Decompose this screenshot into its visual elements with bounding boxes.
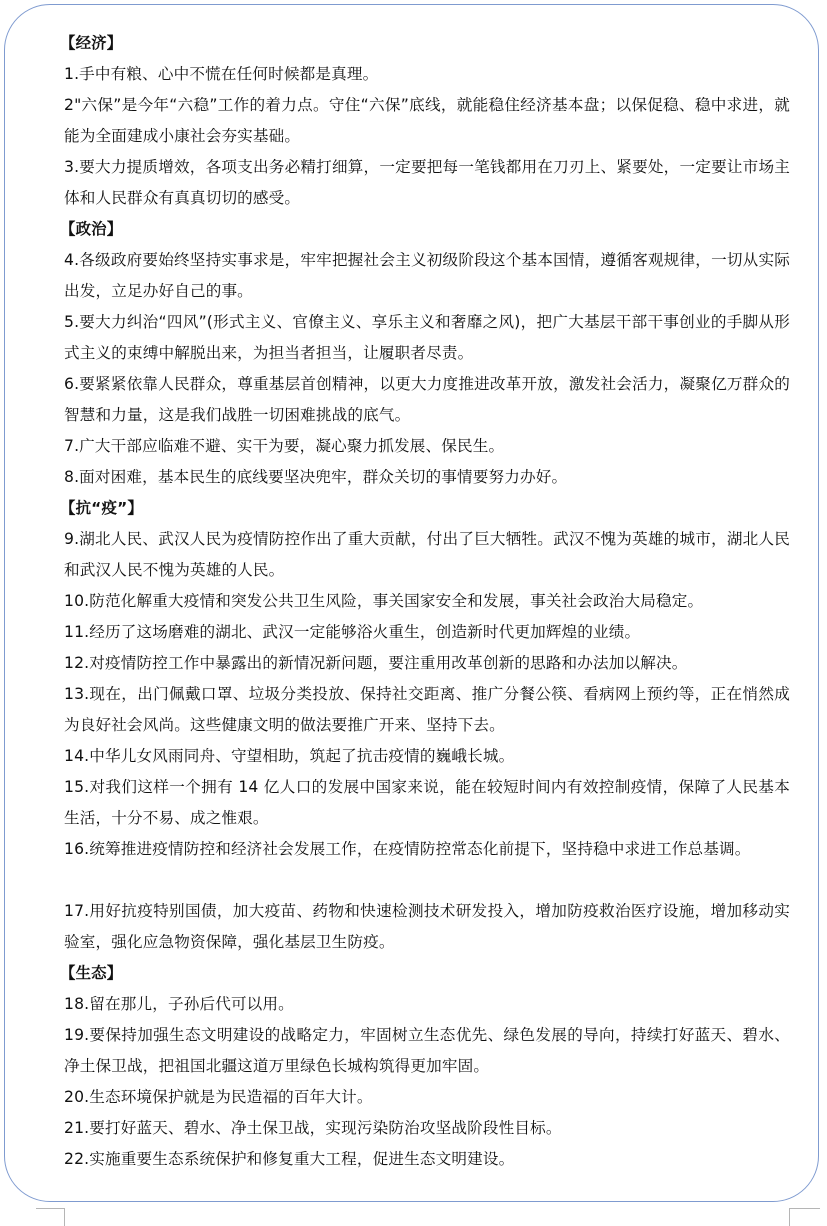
list-item: 1.手中有粮、心中不慌在任何时候都是真理。	[64, 65, 379, 83]
section-heading: 【经济】	[60, 34, 123, 52]
document-body	[60, 28, 790, 1175]
section-heading: 【生态】	[60, 964, 123, 982]
crop-mark-bottom-right	[790, 1208, 820, 1209]
list-item: 10.防范化解重大疫情和突发公共卫生风险，事关国家安全和发展，事关社会政治大局稳定。	[64, 592, 704, 610]
section-heading: 【政治】	[60, 220, 123, 238]
section-politics	[60, 214, 790, 493]
list-item: 14.中华儿女风雨同舟、守望相助，筑起了抗击疫情的巍峨长城。	[64, 747, 515, 765]
section-epidemic	[60, 493, 790, 958]
list-item: 18.留在那儿，子孙后代可以用。	[64, 995, 294, 1013]
list-item: 4.各级政府要始终坚持实事求是，牢牢把握社会主义初级阶段这个基本国情，遵循客观规律，一切从实际出发，立足办好自己的事。	[64, 251, 790, 300]
list-item: 19.要保持加强生态文明建设的战略定力，牢固树立生态优先、绿色发展的导向，持续打好蓝天、碧水、净土保卫战，把祖国北疆这道万里绿色长城构筑得更加牢固。	[64, 1026, 790, 1075]
list-item: 20.生态环境保护就是为民造福的百年大计。	[64, 1088, 373, 1106]
section-ecology	[60, 958, 790, 1175]
crop-mark-bottom-right	[789, 1208, 790, 1226]
list-item: 8.面对困难，基本民生的底线要坚决兜牢，群众关切的事情要努力办好。	[64, 468, 568, 486]
section-economy	[60, 28, 790, 214]
list-item: 13.现在，出门佩戴口罩、垃圾分类投放、保持社交距离、推广分餐公筷、看病网上预约等，正在悄然成为良好社会风尚。这些健康文明的做法要推广开来、坚持下去。	[64, 685, 790, 734]
list-item: 11.经历了这场磨难的湖北、武汉一定能够浴火重生，创造新时代更加辉煌的业绩。	[64, 623, 641, 641]
list-item: 2"六保”是今年“六稳”工作的着力点。守住“六保”底线，就能稳住经济基本盘；以保促稳、稳中求进，就能为全面建成小康社会夯实基础。	[64, 96, 790, 145]
list-item: 17.用好抗疫特别国债，加大疫苗、药物和快速检测技术研发投入，增加防疫救治医疗设施，增加移动实验室，强化应急物资保障，强化基层卫生防疫。	[64, 902, 790, 951]
list-item: 7.广大干部应临难不避、实干为要，凝心聚力抓发展、保民生。	[64, 437, 505, 455]
list-item: 22.实施重要生态系统保护和修复重大工程，促进生态文明建设。	[64, 1150, 515, 1168]
list-item: 15.对我们这样一个拥有 14 亿人口的发展中国家来说，能在较短时间内有效控制疫情，保障了人民基本生活，十分不易、成之惟艰。	[64, 778, 790, 827]
crop-mark-bottom-left	[36, 1208, 64, 1209]
list-item: 9.湖北人民、武汉人民为疫情防控作出了重大贡献，付出了巨大牺牲。武汉不愧为英雄的城市，湖北人民和武汉人民不愧为英雄的人民。	[64, 530, 790, 579]
crop-mark-bottom-left	[64, 1208, 65, 1226]
list-item: 12.对疫情防控工作中暴露出的新情况新问题，要注重用改革创新的思路和办法加以解决。	[64, 654, 688, 672]
list-item: 21.要打好蓝天、碧水、净土保卫战，实现污染防治攻坚战阶段性目标。	[64, 1119, 562, 1137]
list-item: 3.要大力提质增效，各项支出务必精打细算，一定要把每一笔钱都用在刀刃上、紧要处，一定要让市场主体和人民群众有真真切切的感受。	[64, 158, 790, 207]
section-heading: 【抗“疫”】	[60, 499, 143, 517]
list-item: 5.要大力纠治“四风”(形式主义、官僚主义、享乐主义和奢靡之风)，把广大基层干部干事创业的手脚从形式主义的束缚中解脱出来，为担当者担当，让履职者尽责。	[64, 313, 790, 362]
list-item: 6.要紧紧依靠人民群众，尊重基层首创精神，以更大力度推进改革开放，激发社会活力，凝聚亿万群众的智慧和力量，这是我们战胜一切困难挑战的底气。	[64, 375, 790, 424]
list-item: 16.统筹推进疫情防控和经济社会发展工作，在疫情防控常态化前提下，坚持稳中求进工作总基调。	[64, 840, 751, 858]
